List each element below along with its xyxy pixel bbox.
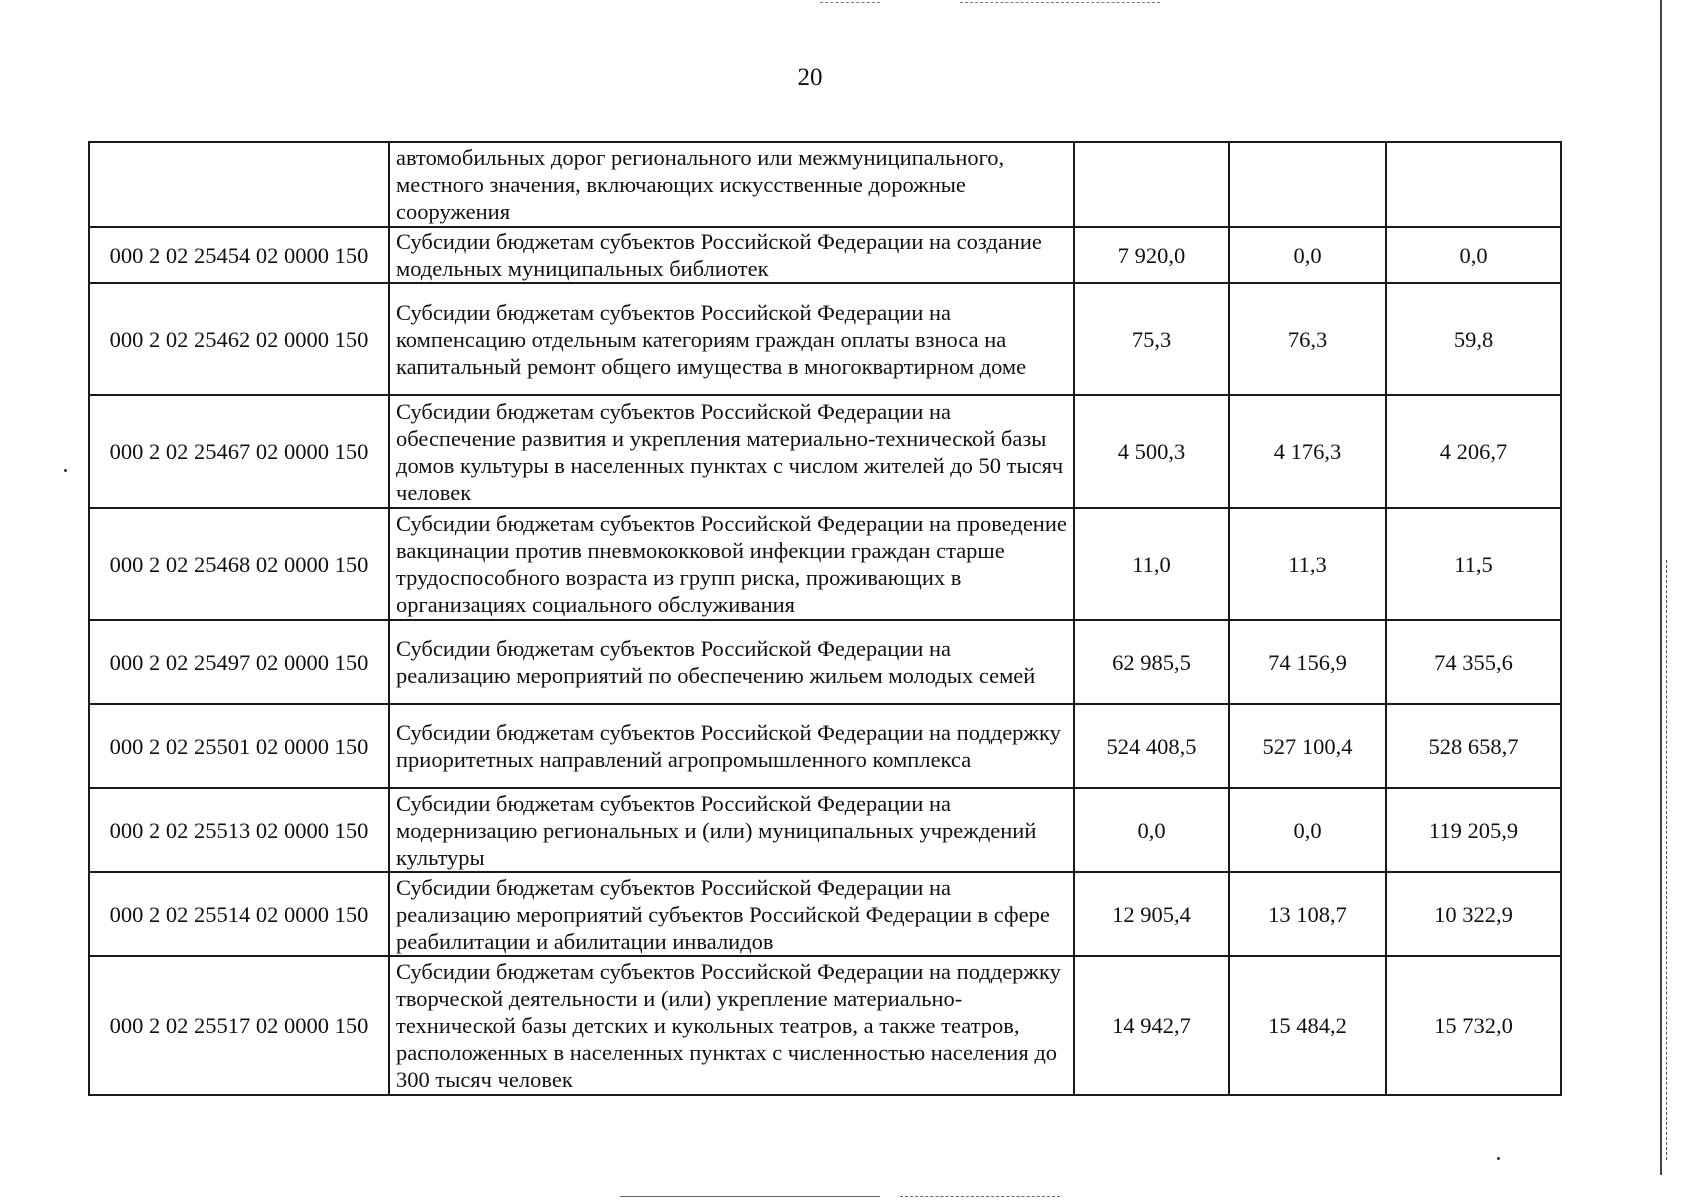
table-row bbox=[89, 704, 1561, 788]
description-cell: Субсидии бюджетам субъектов Российской Федерации на создание модельных муниципальных библиотек bbox=[389, 227, 1074, 283]
value-cell: 14 942,7 bbox=[1074, 956, 1229, 1095]
value-cell: 0,0 bbox=[1229, 227, 1386, 283]
scan-artifact-bottom bbox=[620, 1196, 880, 1198]
value-cell: 15 484,2 bbox=[1229, 956, 1386, 1095]
table-row bbox=[89, 508, 1561, 620]
value-cell: 0,0 bbox=[1386, 227, 1561, 283]
table-row bbox=[89, 395, 1561, 508]
description-cell: Субсидии бюджетам субъектов Российской Федерации на компенсацию отдельным категориям граждан оплаты взноса на капитальный ремонт общего имущества в многоквартирном доме bbox=[389, 283, 1074, 395]
value-cell bbox=[1074, 142, 1229, 227]
description-cell: Субсидии бюджетам субъектов Российской Федерации на реализацию мероприятий по обеспечению жильем молодых семей bbox=[389, 620, 1074, 704]
value-cell: 59,8 bbox=[1386, 283, 1561, 395]
description-cell: автомобильных дорог регионального или межмуниципального, местного значения, включающих искусственные дорожные сооружения bbox=[389, 142, 1074, 227]
value-cell: 74 156,9 bbox=[1229, 620, 1386, 704]
value-cell: 75,3 bbox=[1074, 283, 1229, 395]
kbk-code-cell: 000 2 02 25467 02 0000 150 bbox=[89, 395, 389, 508]
table-row bbox=[89, 227, 1561, 283]
table-row bbox=[89, 620, 1561, 704]
kbk-code-cell: 000 2 02 25468 02 0000 150 bbox=[89, 508, 389, 620]
value-cell bbox=[1229, 142, 1386, 227]
kbk-code-cell: 000 2 02 25462 02 0000 150 bbox=[89, 283, 389, 395]
value-cell bbox=[1386, 142, 1561, 227]
value-cell: 4 206,7 bbox=[1386, 395, 1561, 508]
table-row bbox=[89, 283, 1561, 395]
description-cell: Субсидии бюджетам субъектов Российской Федерации на обеспечение развития и укрепления материально-технической базы домов культуры в населенных пунктах с числом жителей до 50 тысяч человек bbox=[389, 395, 1074, 508]
table-row bbox=[89, 956, 1561, 1095]
value-cell: 7 920,0 bbox=[1074, 227, 1229, 283]
table-row bbox=[89, 872, 1561, 956]
table-row bbox=[89, 142, 1561, 227]
description-cell: Субсидии бюджетам субъектов Российской Федерации на поддержку творческой деятельности и (или) укрепление материально-технической базы детских и кукольных театров, а также театров, расположенных в населенных пунктах с численностью населения до 300 тысяч человек bbox=[389, 956, 1074, 1095]
description-cell: Субсидии бюджетам субъектов Российской Федерации на поддержку приоритетных направлений агропромышленного комплекса bbox=[389, 704, 1074, 788]
kbk-code-cell: 000 2 02 25514 02 0000 150 bbox=[89, 872, 389, 956]
scan-artifact-top bbox=[820, 2, 880, 4]
page-number: 20 bbox=[797, 64, 823, 91]
scan-artifact-top bbox=[960, 2, 1160, 4]
value-cell: 524 408,5 bbox=[1074, 704, 1229, 788]
value-cell: 11,0 bbox=[1074, 508, 1229, 620]
scan-speck bbox=[1497, 1157, 1500, 1160]
kbk-code-cell: 000 2 02 25517 02 0000 150 bbox=[89, 956, 389, 1095]
value-cell: 4 500,3 bbox=[1074, 395, 1229, 508]
value-cell: 11,5 bbox=[1386, 508, 1561, 620]
budget-table bbox=[88, 141, 1562, 1096]
kbk-code-cell bbox=[89, 142, 389, 227]
value-cell: 13 108,7 bbox=[1229, 872, 1386, 956]
value-cell: 4 176,3 bbox=[1229, 395, 1386, 508]
value-cell: 119 205,9 bbox=[1386, 788, 1561, 872]
table-row bbox=[89, 788, 1561, 872]
kbk-code-cell: 000 2 02 25513 02 0000 150 bbox=[89, 788, 389, 872]
value-cell: 74 355,6 bbox=[1386, 620, 1561, 704]
kbk-code-cell: 000 2 02 25497 02 0000 150 bbox=[89, 620, 389, 704]
value-cell: 15 732,0 bbox=[1386, 956, 1561, 1095]
scan-artifact-right-edge bbox=[1660, 0, 1662, 1175]
scan-speck bbox=[64, 469, 67, 472]
value-cell: 527 100,4 bbox=[1229, 704, 1386, 788]
value-cell: 12 905,4 bbox=[1074, 872, 1229, 956]
value-cell: 11,3 bbox=[1229, 508, 1386, 620]
value-cell: 62 985,5 bbox=[1074, 620, 1229, 704]
description-cell: Субсидии бюджетам субъектов Российской Федерации на модернизацию региональных и (или) муниципальных учреждений культуры bbox=[389, 788, 1074, 872]
value-cell: 0,0 bbox=[1074, 788, 1229, 872]
description-cell: Субсидии бюджетам субъектов Российской Федерации на проведение вакцинации против пневмококковой инфекции граждан старше трудоспособного возраста из групп риска, проживающих в организациях социального обслуживания bbox=[389, 508, 1074, 620]
value-cell: 10 322,9 bbox=[1386, 872, 1561, 956]
value-cell: 76,3 bbox=[1229, 283, 1386, 395]
value-cell: 528 658,7 bbox=[1386, 704, 1561, 788]
scan-artifact-bottom bbox=[900, 1196, 1060, 1198]
value-cell: 0,0 bbox=[1229, 788, 1386, 872]
kbk-code-cell: 000 2 02 25454 02 0000 150 bbox=[89, 227, 389, 283]
scan-artifact-right-edge bbox=[1666, 560, 1668, 1160]
kbk-code-cell: 000 2 02 25501 02 0000 150 bbox=[89, 704, 389, 788]
description-cell: Субсидии бюджетам субъектов Российской Федерации на реализацию мероприятий субъектов Российской Федерации в сфере реабилитации и абилитации инвалидов bbox=[389, 872, 1074, 956]
